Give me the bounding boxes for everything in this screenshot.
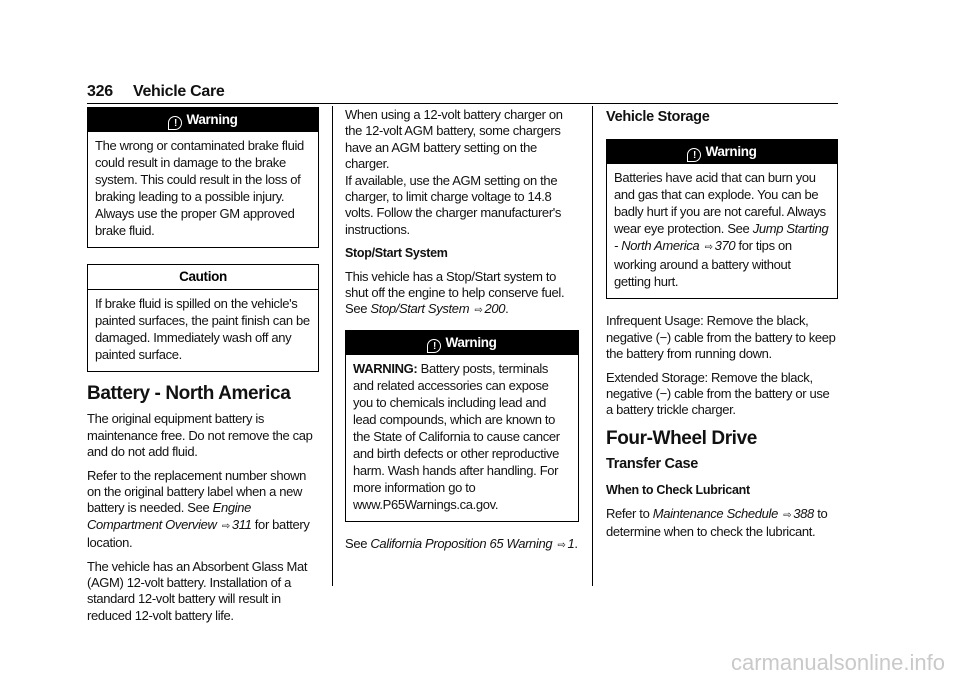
warning-bubble-icon: ! xyxy=(427,339,441,353)
caution-box xyxy=(87,264,319,372)
text: Refer to the replacement number shown on the original battery label when a new battery is needed. See xyxy=(87,467,307,516)
cross-reference-link[interactable]: Engine Compartment Overview xyxy=(87,500,252,532)
warning-text: Batteries have acid that can burn you and gas that can explode. You can be badly hurt if you are not careful. Always wear eye protection. See xyxy=(614,170,826,237)
text: Refer to xyxy=(606,506,650,522)
paragraph xyxy=(606,506,838,541)
warning-body: The wrong or contaminated brake fluid could result in damage to the brake system. This could result in the loss of braking leading to a possible injury. Always use the proper GM approved brake fluid. xyxy=(95,138,304,238)
paragraph: Infrequent Usage: Remove the black, negative (−) cable from the battery to keep the battery from running down. xyxy=(606,313,836,362)
column-1 xyxy=(87,107,319,631)
cross-reference-link[interactable]: California Proposition 65 Warning xyxy=(370,535,553,551)
subheading-stop-start: Stop/Start System xyxy=(345,246,448,261)
page-ref-arrow-icon: ⇨ xyxy=(704,242,713,254)
text: to determine when to check the lubricant. xyxy=(606,506,828,540)
warning-bubble-icon: ! xyxy=(687,148,701,162)
page-ref-arrow-icon: ⇨ xyxy=(557,539,566,551)
paragraph: If available, use the AGM setting on the charger, to limit charge voltage to 14.8 volts. Follow the charger manufacturer's instructions. xyxy=(345,172,562,237)
warning-body xyxy=(607,164,837,298)
paragraph: The vehicle has an Absorbent Glass Mat (AGM) 12-volt battery. Installation of a standard 12-volt battery will result in reduced 12-volt battery life. xyxy=(87,558,308,623)
text: See xyxy=(345,535,368,551)
page-ref-arrow-icon: ⇨ xyxy=(474,305,483,317)
warning-bubble-icon: ! xyxy=(168,116,182,130)
watermark: carmanualsonline.info xyxy=(730,650,945,675)
caution-body: If brake fluid is spilled on the vehicle's painted surfaces, the paint finish can be damaged. Immediately wash off any painted surface. xyxy=(95,296,310,362)
warning-body xyxy=(346,355,578,521)
section-heading-battery: Battery - North America xyxy=(87,383,291,404)
warning-box-brake-fluid xyxy=(87,107,319,248)
text: for battery location. xyxy=(87,516,310,551)
warning-title: Warning xyxy=(705,144,757,160)
warning-text: for tips on working around a battery without getting hurt. xyxy=(614,238,792,290)
header-rule xyxy=(87,103,838,104)
page-ref[interactable]: 388 xyxy=(793,506,814,522)
page-header xyxy=(87,83,225,101)
warning-text: Battery posts, terminals and related accessories can expose you to chemicals including lead and lead compounds, which are known to the State of California to cause cancer and birth defects or other reproductive harm. Wash hands after handling. For more information go to www.P65Warnings.ca.gov. xyxy=(353,360,560,512)
caution-title: Caution xyxy=(88,265,318,290)
subheading-transfer-case: Transfer Case xyxy=(606,456,699,473)
column-2 xyxy=(345,107,579,561)
column-3 xyxy=(606,107,838,548)
page-ref[interactable]: 311 xyxy=(231,516,252,532)
subheading-vehicle-storage: Vehicle Storage xyxy=(606,109,710,125)
section-title: Vehicle Care xyxy=(132,83,225,100)
paragraph: Extended Storage: Remove the black, negative (−) cable from the battery or use a battery trickle charger. xyxy=(606,369,830,418)
column-divider-2 xyxy=(592,106,593,586)
warning-lead: WARNING: xyxy=(353,360,418,376)
paragraph: This vehicle has a Stop/Start system to shut off the engine to help conserve fuel. See Stop/Start System ⇨ 200. xyxy=(345,268,565,317)
text: This vehicle has a Stop/Start system to shut off the engine to help conserve fuel. See xyxy=(345,268,565,317)
page-ref-arrow-icon: ⇨ xyxy=(221,520,230,532)
section-heading-four-wheel-drive: Four-Wheel Drive xyxy=(606,427,757,449)
warning-header xyxy=(88,108,318,132)
page-ref-arrow-icon: ⇨ xyxy=(783,510,792,522)
page-number: 326 xyxy=(87,83,113,100)
warning-title: Warning xyxy=(186,112,238,127)
page-ref[interactable]: 1 xyxy=(567,535,575,551)
paragraph xyxy=(87,468,319,552)
warning-box-prop65 xyxy=(345,330,579,522)
cross-reference-link[interactable]: Jump Starting - North America xyxy=(614,221,829,254)
paragraph: See California Proposition 65 Warning ⇨ 1. xyxy=(345,535,578,551)
warning-header xyxy=(346,331,578,355)
paragraph: The original equipment battery is maintenance free. Do not remove the cap and do not add fluid. xyxy=(87,411,313,460)
page-ref[interactable]: 370 xyxy=(714,238,736,254)
paragraph: When using a 12-volt battery charger on the 12-volt AGM battery, some chargers have an AGM battery setting on the charger. xyxy=(345,107,563,172)
warning-title: Warning xyxy=(445,334,497,350)
column-divider-1 xyxy=(332,106,333,586)
warning-header xyxy=(607,140,837,164)
cross-reference-link[interactable]: Maintenance Schedule xyxy=(652,506,778,522)
subheading-check-lubricant: When to Check Lubricant xyxy=(606,482,750,497)
warning-box-battery-acid xyxy=(606,139,838,299)
cross-reference-link[interactable]: Stop/Start System xyxy=(370,301,470,317)
page-ref[interactable]: 200 xyxy=(484,301,506,317)
